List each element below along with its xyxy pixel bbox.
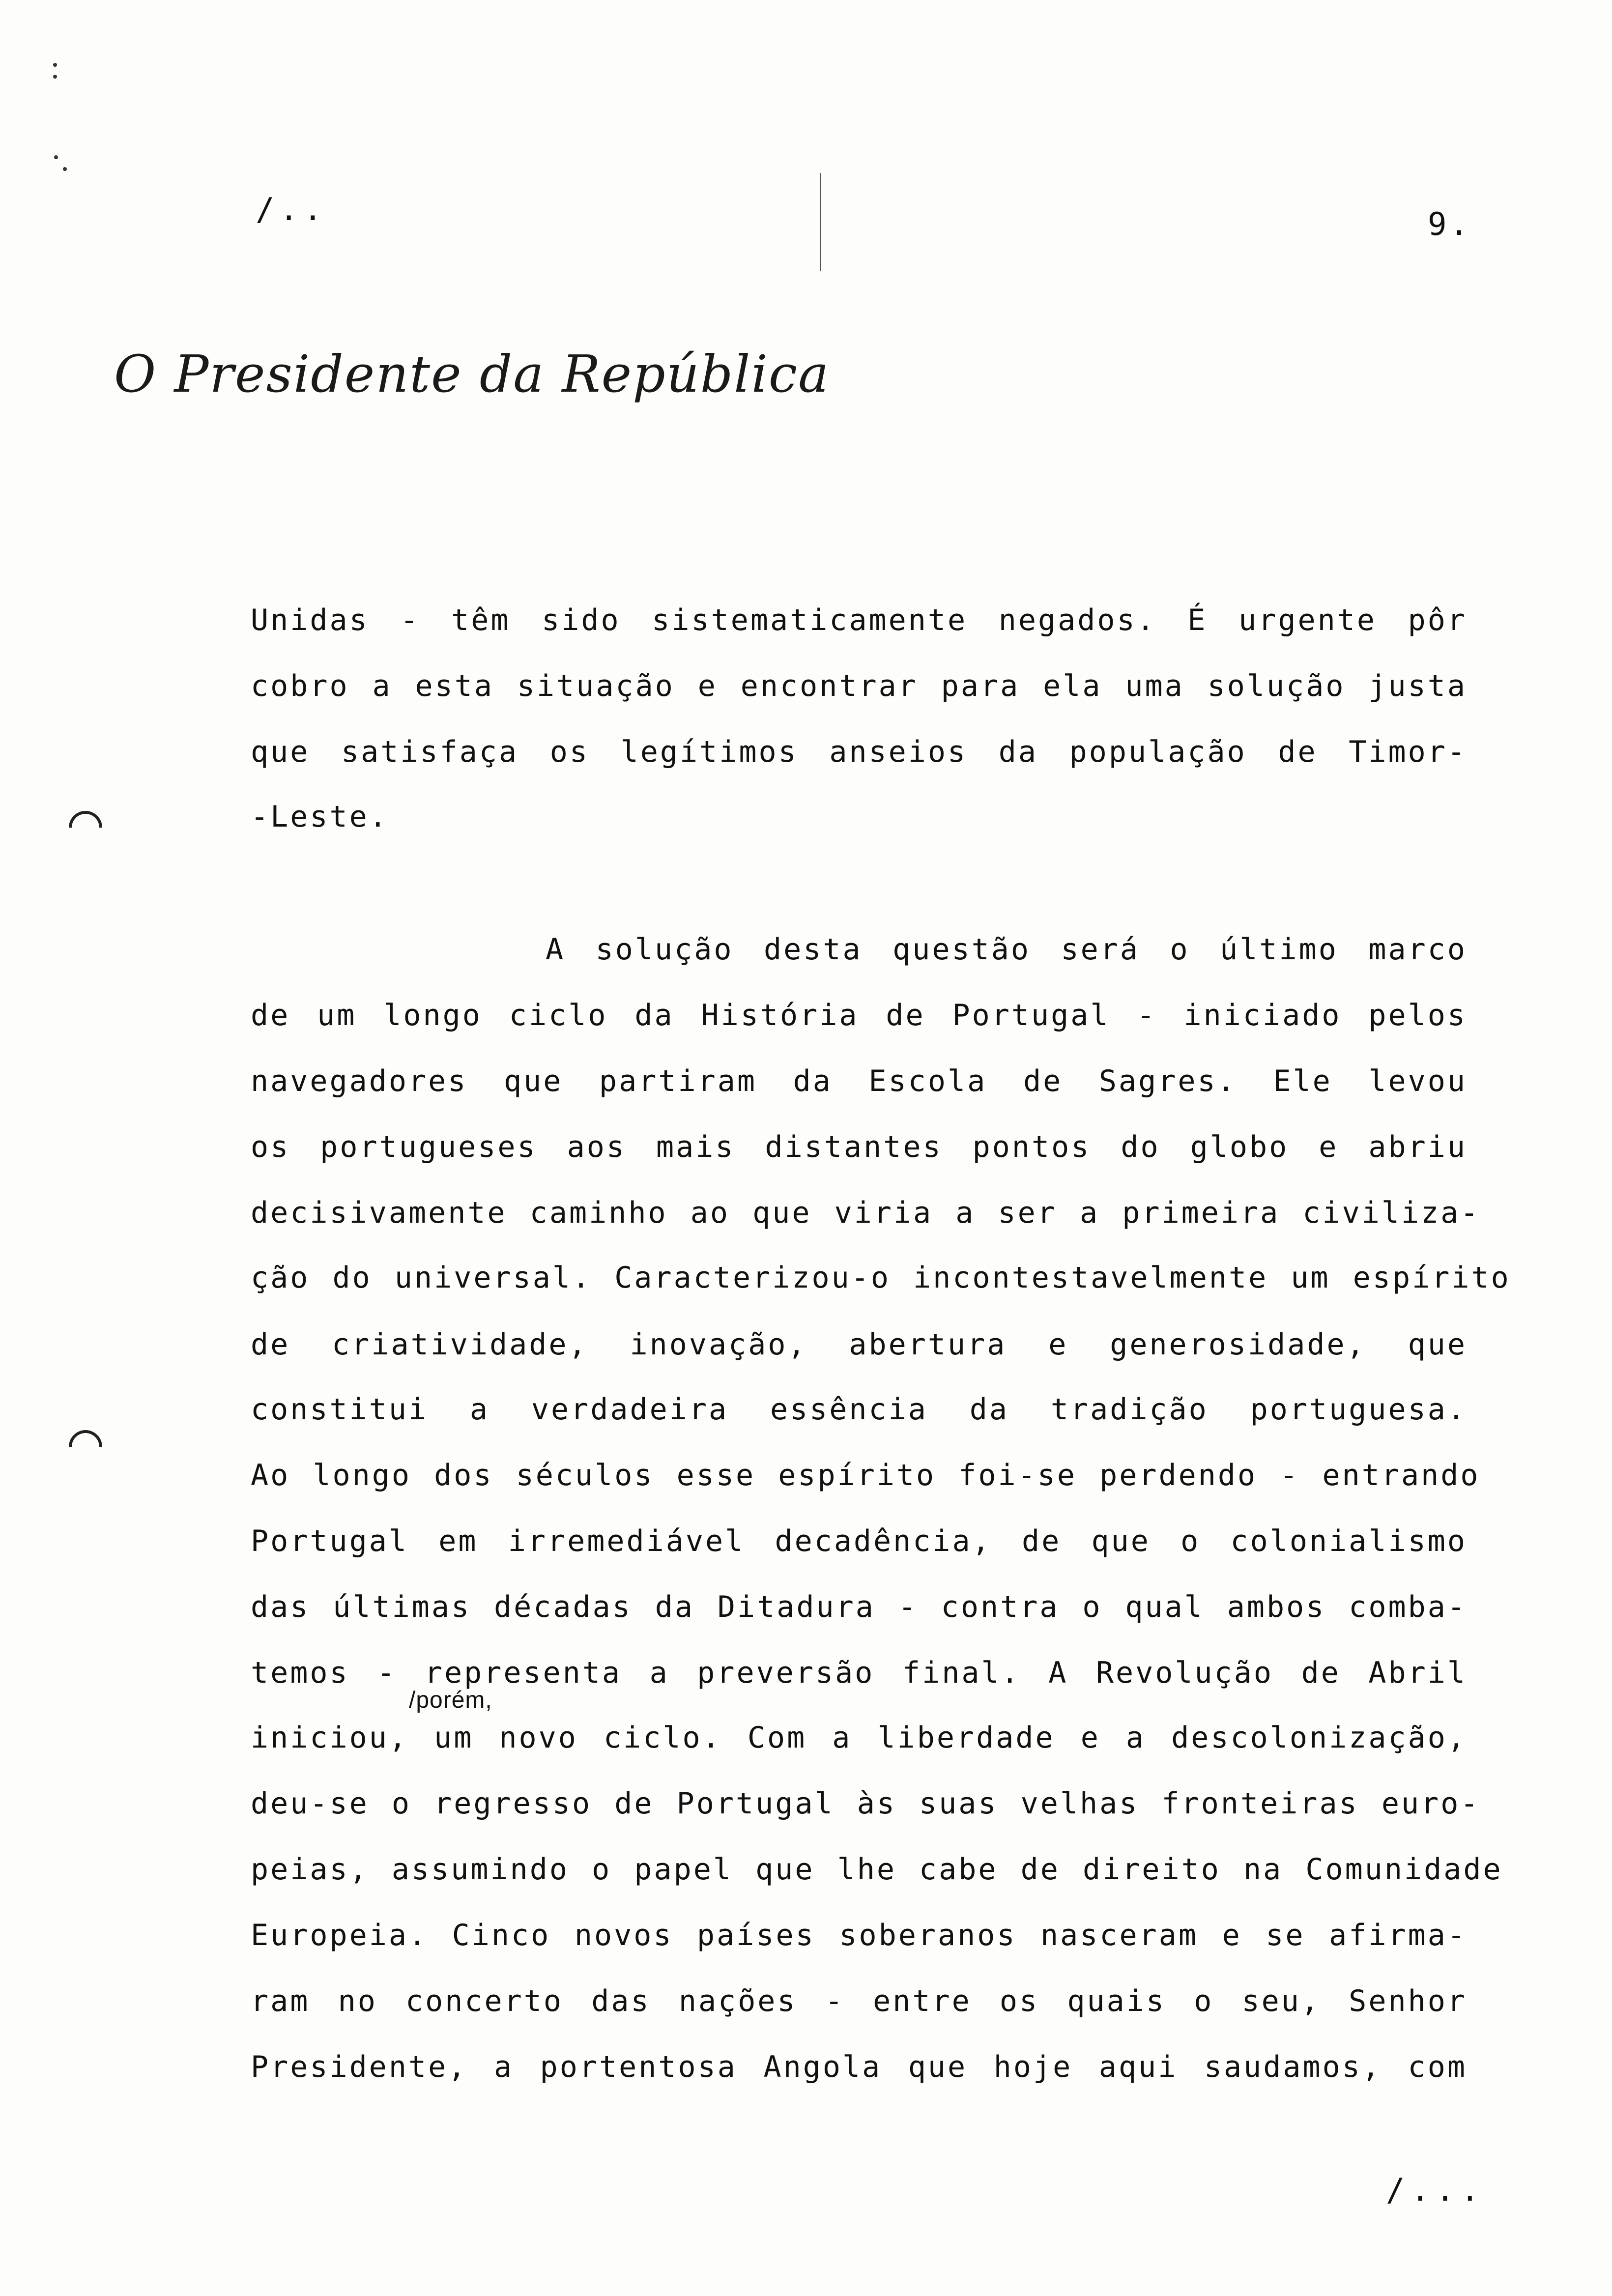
body-line: de criatividade, inovação, abertura e generosidade, que	[251, 1327, 1467, 1362]
handwritten-insertion: /porém,	[409, 1687, 492, 1713]
continuation-marker-previous: /..	[256, 192, 327, 228]
binder-hole-mark	[62, 804, 109, 851]
body-line: decisivamente caminho ao que viria a ser a primeira civiliza-	[251, 1196, 1480, 1230]
body-line: Presidente, a portentosa Angola que hoje aqui saudamos, com	[251, 2050, 1467, 2084]
paper-speck	[63, 167, 67, 171]
body-line: peias, assumindo o papel que lhe cabe de direito na Comunidade	[251, 1852, 1503, 1887]
center-fold-mark	[820, 173, 821, 271]
body-line: Unidas - têm sido sistematicamente negados. É urgente pôr	[251, 603, 1467, 637]
body-line: os portugueses aos mais distantes pontos do globo e abriu	[251, 1130, 1467, 1164]
continuation-marker-next: /...	[1386, 2172, 1486, 2209]
body-line: das últimas décadas da Ditadura - contra o qual ambos comba-	[251, 1590, 1467, 1624]
body-line: de um longo ciclo da História de Portugal - iniciado pelos	[251, 998, 1467, 1033]
body-line: Ao longo dos séculos esse espírito foi-se perdendo - entrando	[251, 1458, 1480, 1492]
paper-speck	[54, 155, 58, 159]
body-line: iniciou, um novo ciclo. Com a liberdade e a descolonização,	[251, 1721, 1467, 1755]
body-line: temos - representa a preversão final. A Revolução de Abril	[251, 1656, 1467, 1690]
binder-hole-mark	[62, 1423, 109, 1470]
body-line: cobro a esta situação e encontrar para ela uma solução justa	[251, 669, 1467, 703]
body-line: Europeia. Cinco novos países soberanos nasceram e se afirma-	[251, 1918, 1467, 1952]
page-number: 9.	[1428, 206, 1472, 243]
body-line: ram no concerto das nações - entre os quais o seu, Senhor	[251, 1984, 1467, 2018]
body-line: que satisfaça os legítimos anseios da população de Timor-	[251, 735, 1467, 769]
body-line: -Leste.	[251, 800, 389, 834]
body-line: navegadores que partiram da Escola de Sagres. Ele levou	[251, 1064, 1467, 1098]
paper-speck	[53, 75, 57, 79]
body-line: deu-se o regresso de Portugal às suas velhas fronteiras euro-	[251, 1786, 1480, 1821]
body-line: Portugal em irremediável decadência, de que o colonialismo	[251, 1524, 1467, 1558]
body-line: constitui a verdadeira essência da tradição portuguesa.	[251, 1392, 1467, 1427]
letterhead: O Presidente da República	[114, 344, 830, 404]
body-line: A solução desta questão será o último marco	[546, 932, 1467, 967]
body-line: ção do universal. Caracterizou-o incontestavelmente um espírito	[251, 1261, 1511, 1295]
paper-speck	[53, 63, 57, 67]
